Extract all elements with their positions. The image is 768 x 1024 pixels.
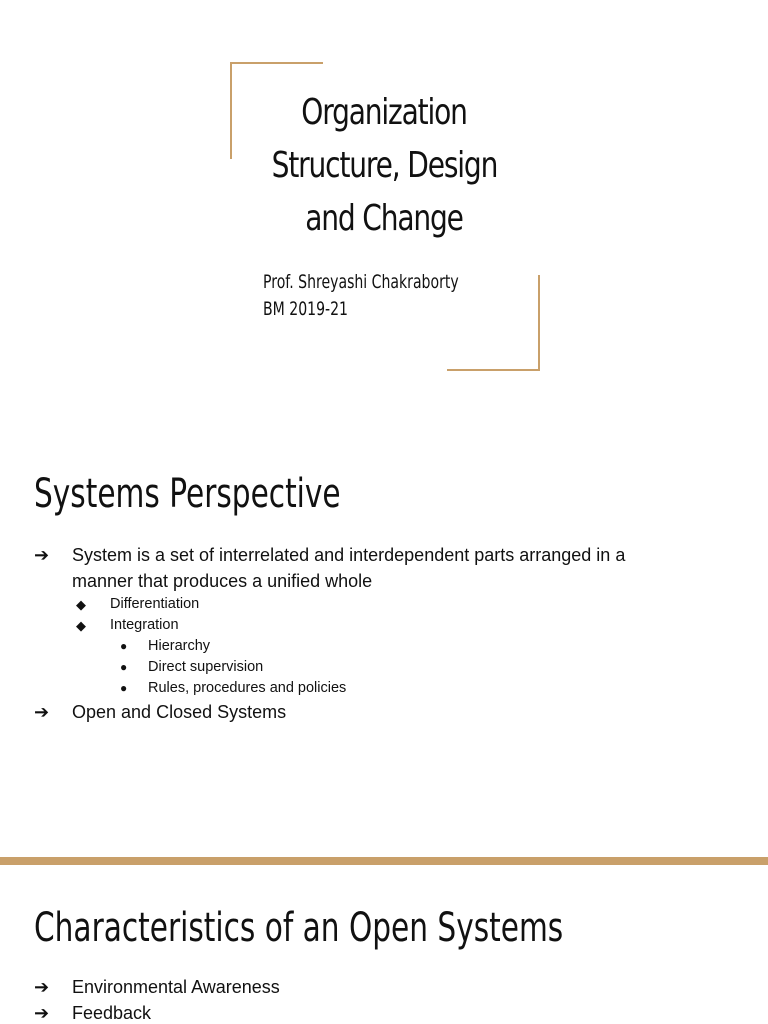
list-item-text: Rules, procedures and policies: [148, 680, 347, 696]
slide-subtitle: [263, 269, 459, 323]
list-item-text: Feedback: [72, 1003, 152, 1023]
arrow-icon: ➔: [34, 977, 50, 997]
bullet-list: [34, 974, 280, 1024]
slide-divider: [0, 857, 768, 865]
list-item: [34, 594, 625, 615]
corner-bracket-bottom-right: [447, 275, 540, 371]
list-item-text: manner that produces a unified whole: [72, 571, 373, 591]
open-systems-slide: [0, 865, 768, 1024]
list-item-text: System is a set of interrelated and interdependent parts arranged in a: [72, 545, 626, 565]
systems-perspective-slide: [0, 432, 768, 857]
slide-title: [272, 86, 497, 245]
list-item-text: Environmental Awareness: [72, 977, 280, 997]
arrow-icon: ➔: [34, 702, 50, 722]
dot-icon: ●: [120, 681, 128, 695]
dot-icon: ●: [120, 639, 128, 653]
arrow-icon: ➔: [34, 545, 50, 565]
list-item-text: Open and Closed Systems: [72, 702, 287, 722]
batch-label: BM 2019-21: [263, 298, 348, 320]
diamond-icon: ◆: [76, 597, 86, 612]
list-item: [34, 542, 625, 594]
author-name: Prof. Shreyashi Chakraborty: [263, 271, 459, 293]
slide-heading: Characteristics of an Open Systems: [34, 905, 564, 951]
list-item: [34, 1000, 280, 1024]
list-item: [34, 678, 625, 699]
slide-heading: Systems Perspective: [34, 471, 341, 517]
list-item-text: Differentiation: [110, 596, 200, 612]
dot-icon: ●: [120, 660, 128, 674]
arrow-icon: ➔: [34, 1003, 50, 1023]
title-slide: [0, 0, 768, 432]
list-item-text: Direct supervision: [148, 659, 264, 675]
list-item: [34, 699, 625, 725]
list-item: [34, 974, 280, 1000]
list-item: [34, 615, 625, 636]
title-line: Structure, Design: [271, 145, 498, 186]
diamond-icon: ◆: [76, 618, 86, 633]
title-line: Organization: [301, 92, 467, 133]
list-item: [34, 657, 625, 678]
bullet-list: [34, 542, 625, 725]
list-item: [34, 636, 625, 657]
list-item-text: Integration: [110, 617, 179, 633]
title-line: and Change: [305, 198, 463, 239]
list-item-text: Hierarchy: [148, 638, 211, 654]
